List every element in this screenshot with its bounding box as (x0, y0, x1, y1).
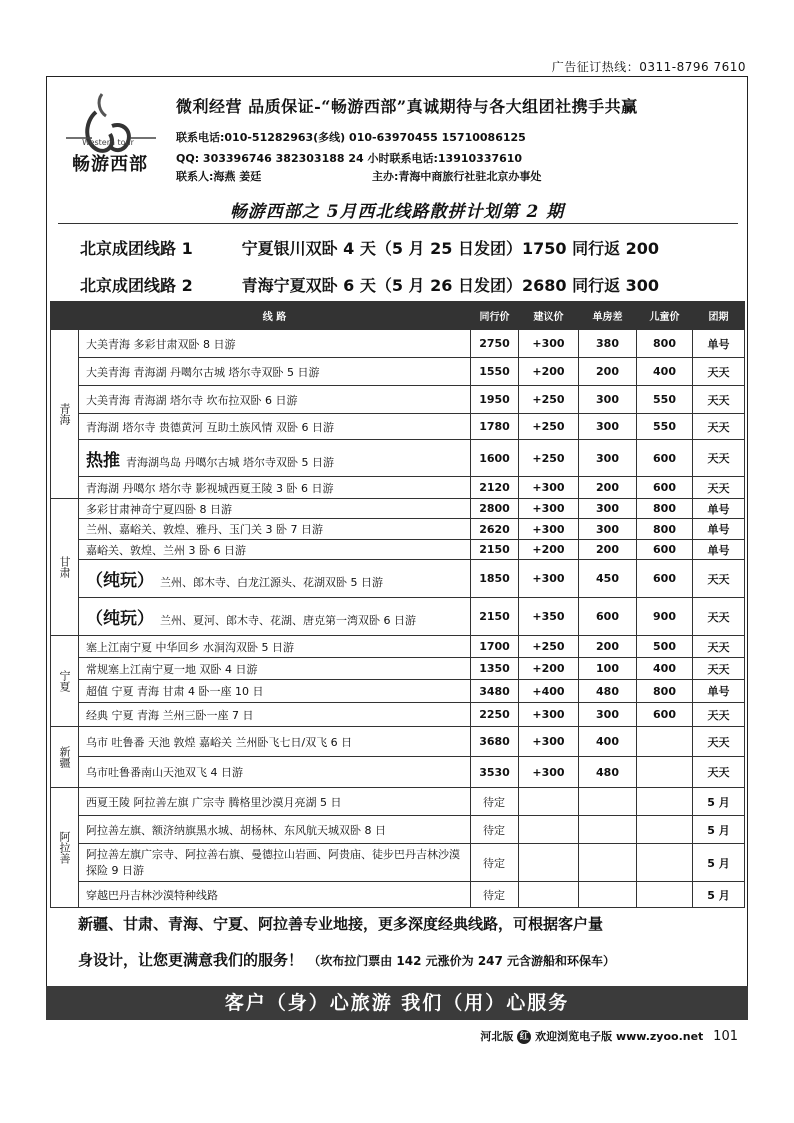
child-price: 550 (637, 386, 693, 414)
departure: 5 月 (693, 816, 745, 844)
child-price: 400 (637, 658, 693, 680)
route-name: 多彩甘肃神奇宁夏四卧 8 日游 (79, 499, 471, 519)
table-row (51, 680, 745, 703)
table-row (51, 330, 745, 358)
peer-price: 3480 (471, 680, 519, 703)
departure: 单号 (693, 330, 745, 358)
table-row (51, 703, 745, 727)
table-header-row (51, 302, 745, 330)
single-supplement: 200 (579, 358, 637, 386)
header-departure: 团期 (693, 302, 745, 330)
header-route: 线 路 (79, 302, 471, 330)
peer-price: 1950 (471, 386, 519, 414)
route-name (79, 598, 471, 636)
route-name: 青海湖 塔尔寺 贵德黄河 互助土族风情 双卧 6 日游 (79, 414, 471, 440)
table-row (51, 816, 745, 844)
single-supplement (579, 788, 637, 816)
single-supplement: 450 (579, 560, 637, 598)
departure: 5 月 (693, 882, 745, 908)
table-row (51, 757, 745, 788)
region-qinghai: 青海 (51, 330, 79, 499)
website-link[interactable]: 欢迎浏览电子版 www.zyoo.net (535, 1030, 704, 1043)
single-supplement: 400 (579, 727, 637, 757)
table-row (51, 658, 745, 680)
single-supplement (579, 816, 637, 844)
departure: 天天 (693, 757, 745, 788)
suggested-price (519, 788, 579, 816)
suggested-price: +250 (519, 386, 579, 414)
child-price: 900 (637, 598, 693, 636)
single-supplement: 200 (579, 477, 637, 499)
departure: 天天 (693, 440, 745, 477)
slogan: 微利经营 品质保证-“畅游西部”真诚期待与各大组团社携手共赢 (176, 97, 638, 116)
single-supplement: 300 (579, 519, 637, 540)
single-supplement: 480 (579, 757, 637, 788)
child-price: 600 (637, 540, 693, 560)
single-supplement: 200 (579, 540, 637, 560)
group-route-name: 北京成团线路 2 (80, 276, 193, 295)
header-peer-price: 同行价 (471, 302, 519, 330)
single-supplement: 200 (579, 636, 637, 658)
departure: 天天 (693, 560, 745, 598)
peer-price: 1600 (471, 440, 519, 477)
suggested-price: +300 (519, 757, 579, 788)
group-route-detail: 青海宁夏双卧 6 天（5 月 26 日发团）2680 同行返 300 (241, 276, 660, 295)
child-price: 550 (637, 414, 693, 440)
single-supplement: 300 (579, 386, 637, 414)
peer-price: 待定 (471, 882, 519, 908)
ad-hotline: 广告征订热线：0311-8796 7610 (551, 60, 746, 74)
peer-price: 1550 (471, 358, 519, 386)
edition-badge-icon: 红 (517, 1030, 531, 1044)
child-price (637, 844, 693, 882)
suggested-price: +200 (519, 358, 579, 386)
peer-price: 1780 (471, 414, 519, 440)
single-supplement: 380 (579, 330, 637, 358)
departure: 天天 (693, 414, 745, 440)
peer-price: 2250 (471, 703, 519, 727)
header-child-price: 儿童价 (637, 302, 693, 330)
route-name (79, 440, 471, 477)
group-route-name: 北京成团线路 1 (80, 239, 193, 258)
logo-brand: 畅游西部 (72, 154, 148, 175)
suggested-price (519, 844, 579, 882)
child-price: 600 (637, 440, 693, 477)
route-name: 常规塞上江南宁夏一地 双卧 4 日游 (79, 658, 471, 680)
departure: 天天 (693, 636, 745, 658)
route-name: 嘉峪关、敦煌、兰州 3 卧 6 日游 (79, 540, 471, 560)
child-price: 600 (637, 477, 693, 499)
suggested-price: +250 (519, 414, 579, 440)
group-route-1 (80, 236, 659, 259)
departure: 天天 (693, 703, 745, 727)
table-row (51, 844, 745, 882)
route-text: 兰州、郎木寺、白龙江源头、花湖双卧 5 日游 (160, 576, 383, 589)
route-name: 穿越巴丹吉林沙漠特种线路 (79, 882, 471, 908)
suggested-price (519, 816, 579, 844)
route-name: 西夏王陵 阿拉善左旗 广宗寺 腾格里沙漠月亮湖 5 日 (79, 788, 471, 816)
plan-title: 畅游西部之 5月西北线路散拼计划第 2 期 (229, 202, 565, 222)
table-row (51, 788, 745, 816)
peer-price: 2750 (471, 330, 519, 358)
peer-price: 1850 (471, 560, 519, 598)
page-number: 101 (713, 1029, 738, 1044)
departure: 5 月 (693, 788, 745, 816)
peer-price: 2120 (471, 477, 519, 499)
peer-price: 2800 (471, 499, 519, 519)
suggested-price: +300 (519, 703, 579, 727)
departure: 单号 (693, 540, 745, 560)
route-name (79, 560, 471, 598)
single-supplement: 100 (579, 658, 637, 680)
table-row (51, 727, 745, 757)
footer-line-2-text: 身设计，让您更满意我们的服务！ (78, 951, 304, 969)
route-name: 大美青海 青海湖 塔尔寺 坎布拉双卧 6 日游 (79, 386, 471, 414)
route-name: 大美青海 青海湖 丹噶尔古城 塔尔寺双卧 5 日游 (79, 358, 471, 386)
footer-line-2 (78, 942, 750, 979)
route-text: 兰州、夏河、郎木寺、花湖、唐克第一湾双卧 6 日游 (160, 614, 416, 627)
route-name: 乌市吐鲁番南山天池双飞 4 日游 (79, 757, 471, 788)
header-single-supplement: 单房差 (579, 302, 637, 330)
table-row (51, 499, 745, 519)
table-row (51, 440, 745, 477)
child-price: 800 (637, 519, 693, 540)
departure: 天天 (693, 386, 745, 414)
footer-line-1: 新疆、甘肃、青海、宁夏、阿拉善专业地接，更多深度经典线路，可根据客户量 (78, 915, 604, 933)
table-row (51, 358, 745, 386)
suggested-price: +300 (519, 560, 579, 598)
suggested-price: +300 (519, 477, 579, 499)
peer-price: 3530 (471, 757, 519, 788)
suggested-price: +250 (519, 440, 579, 477)
single-supplement: 300 (579, 414, 637, 440)
child-price: 400 (637, 358, 693, 386)
group-route-detail: 宁夏银川双卧 4 天（5 月 25 日发团）1750 同行返 200 (241, 239, 660, 258)
table-row (51, 636, 745, 658)
table-row (51, 882, 745, 908)
header-region (51, 302, 79, 330)
single-supplement (579, 882, 637, 908)
table-row (51, 598, 745, 636)
hot-tag: 热推 (86, 450, 120, 471)
suggested-price: +200 (519, 658, 579, 680)
child-price: 500 (637, 636, 693, 658)
logo-subtitle: Western tour (82, 138, 134, 147)
table-row (51, 386, 745, 414)
single-supplement: 480 (579, 680, 637, 703)
peer-price: 2150 (471, 540, 519, 560)
pure-tour-tag: （纯玩） (86, 609, 154, 629)
contact-person: 联系人:海燕 姜廷 (176, 170, 262, 183)
suggested-price (519, 882, 579, 908)
child-price: 800 (637, 680, 693, 703)
child-price (637, 882, 693, 908)
suggested-price: +300 (519, 499, 579, 519)
departure: 天天 (693, 598, 745, 636)
departure: 单号 (693, 499, 745, 519)
peer-price: 1700 (471, 636, 519, 658)
table-row (51, 519, 745, 540)
suggested-price: +250 (519, 636, 579, 658)
peer-price: 待定 (471, 844, 519, 882)
route-price-table (50, 301, 745, 908)
route-name: 塞上江南宁夏 中华回乡 水洞沟双卧 5 日游 (79, 636, 471, 658)
suggested-price: +200 (519, 540, 579, 560)
departure: 天天 (693, 727, 745, 757)
route-name: 大美青海 多彩甘肃双卧 8 日游 (79, 330, 471, 358)
footer-description (78, 906, 750, 979)
service-motto-banner: 客户（身）心旅游 我们（用）心服务 (46, 986, 748, 1020)
route-name: 超值 宁夏 青海 甘肃 4 卧一座 10 日 (79, 680, 471, 703)
suggested-price: +400 (519, 680, 579, 703)
suggested-price: +350 (519, 598, 579, 636)
suggested-price: +300 (519, 727, 579, 757)
organizer: 主办:青海中商旅行社驻北京办事处 (372, 170, 542, 183)
peer-price: 3680 (471, 727, 519, 757)
departure: 5 月 (693, 844, 745, 882)
departure: 天天 (693, 477, 745, 499)
single-supplement: 600 (579, 598, 637, 636)
region-gansu: 甘肃 (51, 499, 79, 636)
table-row (51, 477, 745, 499)
region-alashan: 阿拉善 (51, 788, 79, 908)
suggested-price: +300 (519, 519, 579, 540)
departure: 天天 (693, 358, 745, 386)
group-route-2 (80, 273, 659, 296)
child-price: 600 (637, 703, 693, 727)
page-footer (480, 1028, 738, 1044)
peer-price: 待定 (471, 788, 519, 816)
region-ningxia: 宁夏 (51, 636, 79, 727)
child-price (637, 816, 693, 844)
price-change-note: （坎布拉门票由 142 元涨价为 247 元含游船和环保车） (308, 954, 616, 968)
peer-price: 2620 (471, 519, 519, 540)
header-suggested-price: 建议价 (519, 302, 579, 330)
child-price (637, 788, 693, 816)
table-row (51, 414, 745, 440)
qq-line: QQ: 303396746 382303188 24 小时联系电话:13910337610 (176, 152, 523, 165)
route-text: 青海湖鸟岛 丹噶尔古城 塔尔寺双卧 5 日游 (126, 455, 334, 469)
route-name: 乌市 吐鲁番 天池 敦煌 嘉峪关 兰州卧飞七日/双飞 6 日 (79, 727, 471, 757)
title-divider (58, 223, 738, 224)
phone-line: 联系电话:010-51282963(多线) 010-63970455 15710086125 (176, 131, 526, 144)
peer-price: 1350 (471, 658, 519, 680)
suggested-price: +300 (519, 330, 579, 358)
pure-tour-tag: （纯玩） (86, 571, 154, 591)
route-name: 兰州、嘉峪关、敦煌、雅丹、玉门关 3 卧 7 日游 (79, 519, 471, 540)
single-supplement (579, 844, 637, 882)
child-price (637, 757, 693, 788)
route-name: 阿拉善左旗广宗寺、阿拉善右旗、曼德拉山岩画、阿贵庙、徒步巴丹吉林沙漠探险 9 日游 (79, 844, 471, 882)
departure: 天天 (693, 658, 745, 680)
table-row (51, 540, 745, 560)
child-price: 800 (637, 330, 693, 358)
child-price: 800 (637, 499, 693, 519)
single-supplement: 300 (579, 440, 637, 477)
departure: 单号 (693, 519, 745, 540)
peer-price: 待定 (471, 816, 519, 844)
route-name: 青海湖 丹噶尔 塔尔寺 影视城西夏王陵 3 卧 6 日游 (79, 477, 471, 499)
single-supplement: 300 (579, 499, 637, 519)
table-row (51, 560, 745, 598)
peer-price: 2150 (471, 598, 519, 636)
route-name: 阿拉善左旗、额济纳旗黑水城、胡杨林、东风航天城双卧 8 日 (79, 816, 471, 844)
region-xinjiang: 新疆 (51, 727, 79, 788)
single-supplement: 300 (579, 703, 637, 727)
child-price: 600 (637, 560, 693, 598)
edition-label: 河北版 (480, 1030, 514, 1043)
child-price (637, 727, 693, 757)
departure: 单号 (693, 680, 745, 703)
route-name: 经典 宁夏 青海 兰州三卧一座 7 日 (79, 703, 471, 727)
